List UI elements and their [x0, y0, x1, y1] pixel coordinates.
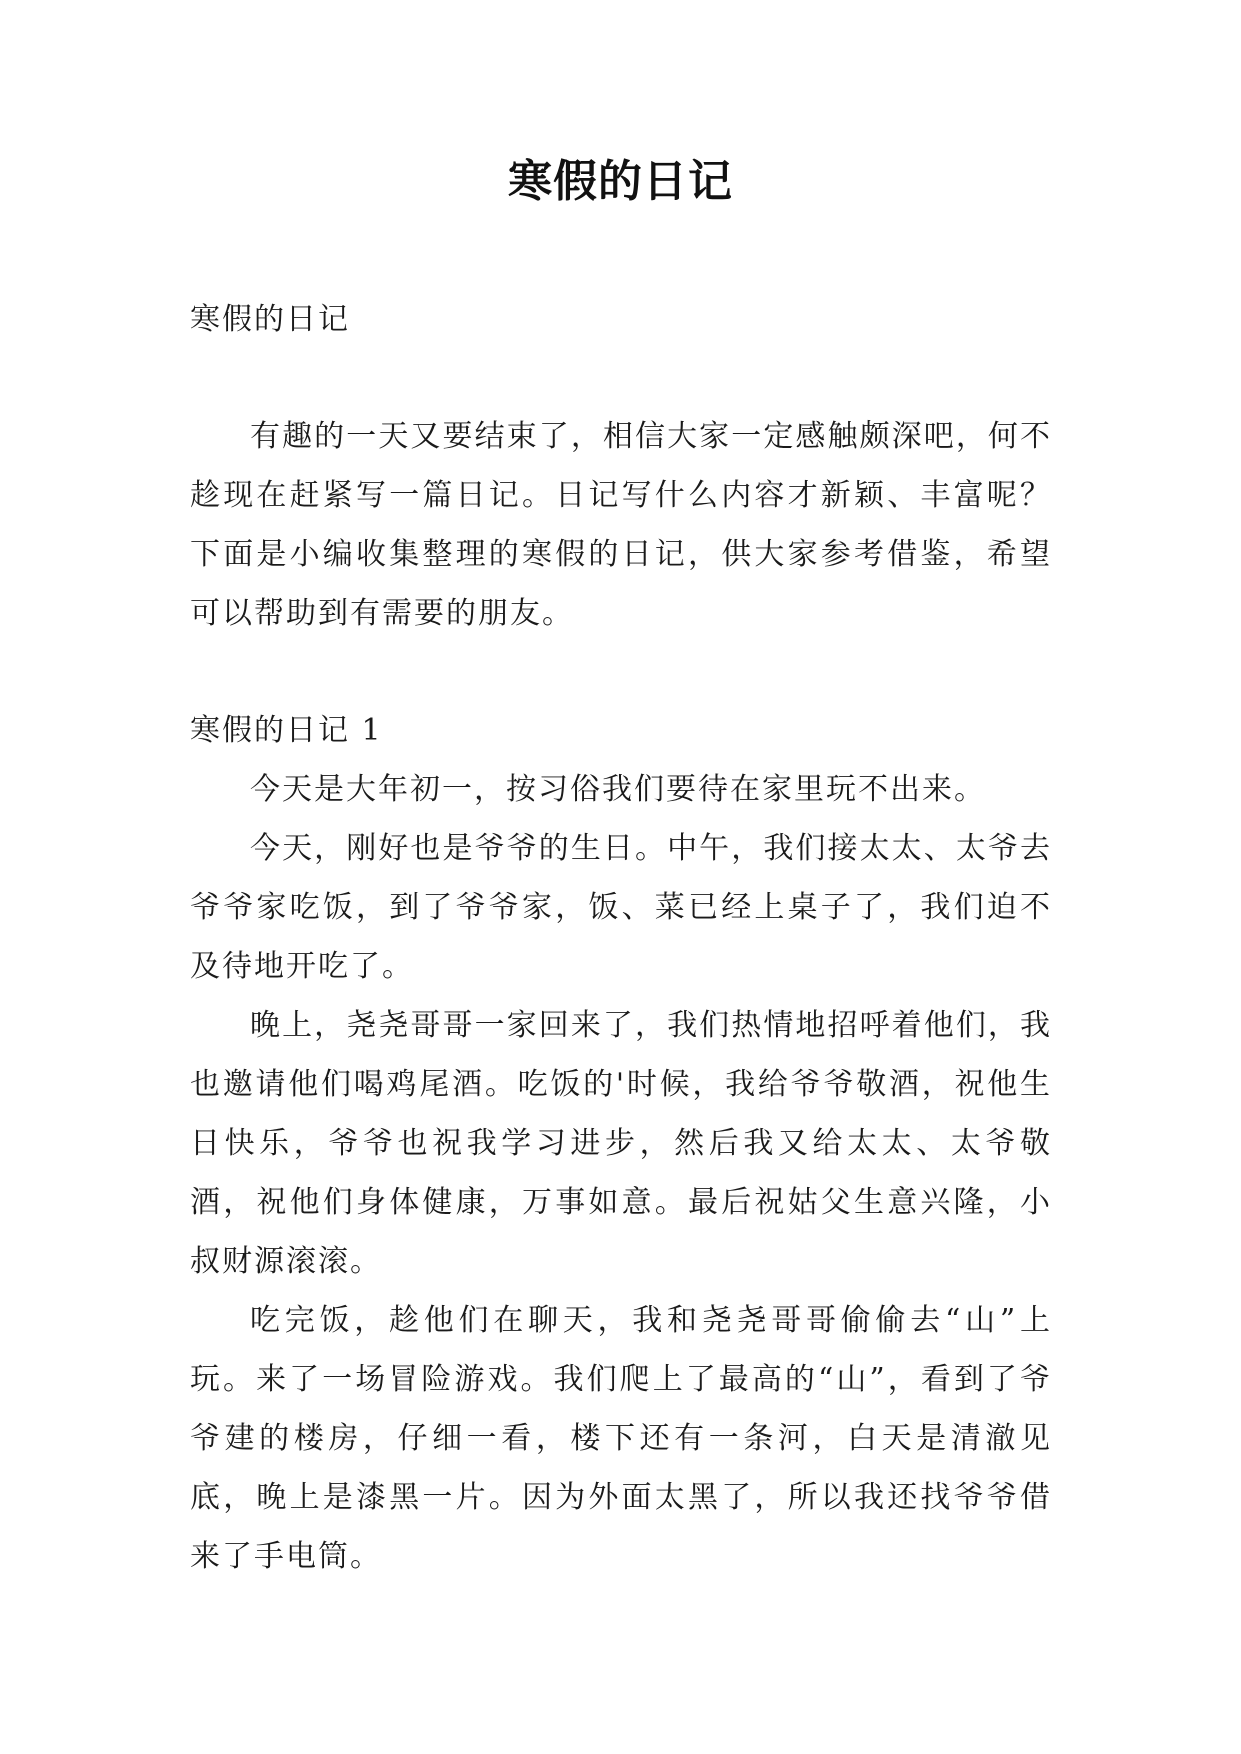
body-paragraph: 晚上，尧尧哥哥一家回来了，我们热情地招呼着他们，我也邀请他们喝鸡尾酒。吃饭的'时候，我给爷爷敬酒，祝他生日快乐，爷爷也祝我学习进步，然后我又给太太、太爷敬酒，祝他们身体健康，万事如意。最后祝姑父生意兴隆，小叔财源滚滚。 — [190, 1008, 1052, 1279]
document-body — [190, 290, 1052, 1586]
body-paragraph: 今天是大年初一，按习俗我们要待在家里玩不出来。 — [250, 772, 986, 807]
body-paragraph: 吃完饭，趁他们在聊天，我和尧尧哥哥偷偷去“山”上玩。来了一场冒险游戏。我们爬上了最高的“山”，看到了爷爷建的楼房，仔细一看，楼下还有一条河，白天是清澈见底，晚上是漆黑一片。因为外面太黑了，所以我还找爷爷借来了手电筒。 — [190, 1303, 1052, 1574]
section-heading: 寒假的日记 1 — [190, 713, 383, 748]
spacer — [190, 349, 1052, 407]
document-subtitle: 寒假的日记 — [190, 302, 350, 337]
spacer — [190, 643, 1052, 701]
body-paragraph: 今天，刚好也是爷爷的生日。中午，我们接太太、太爷去爷爷家吃饭，到了爷爷家，饭、菜已经上桌子了，我们迫不及待地开吃了。 — [190, 831, 1052, 984]
document-title: 寒假的日记 — [508, 156, 733, 207]
intro-paragraph: 有趣的一天又要结束了，相信大家一定感触颇深吧，何不趁现在赶紧写一篇日记。日记写什么内容才新颖、丰富呢？下面是小编收集整理的寒假的日记，供大家参考借鉴，希望可以帮助到有需要的朋友。 — [190, 419, 1052, 631]
